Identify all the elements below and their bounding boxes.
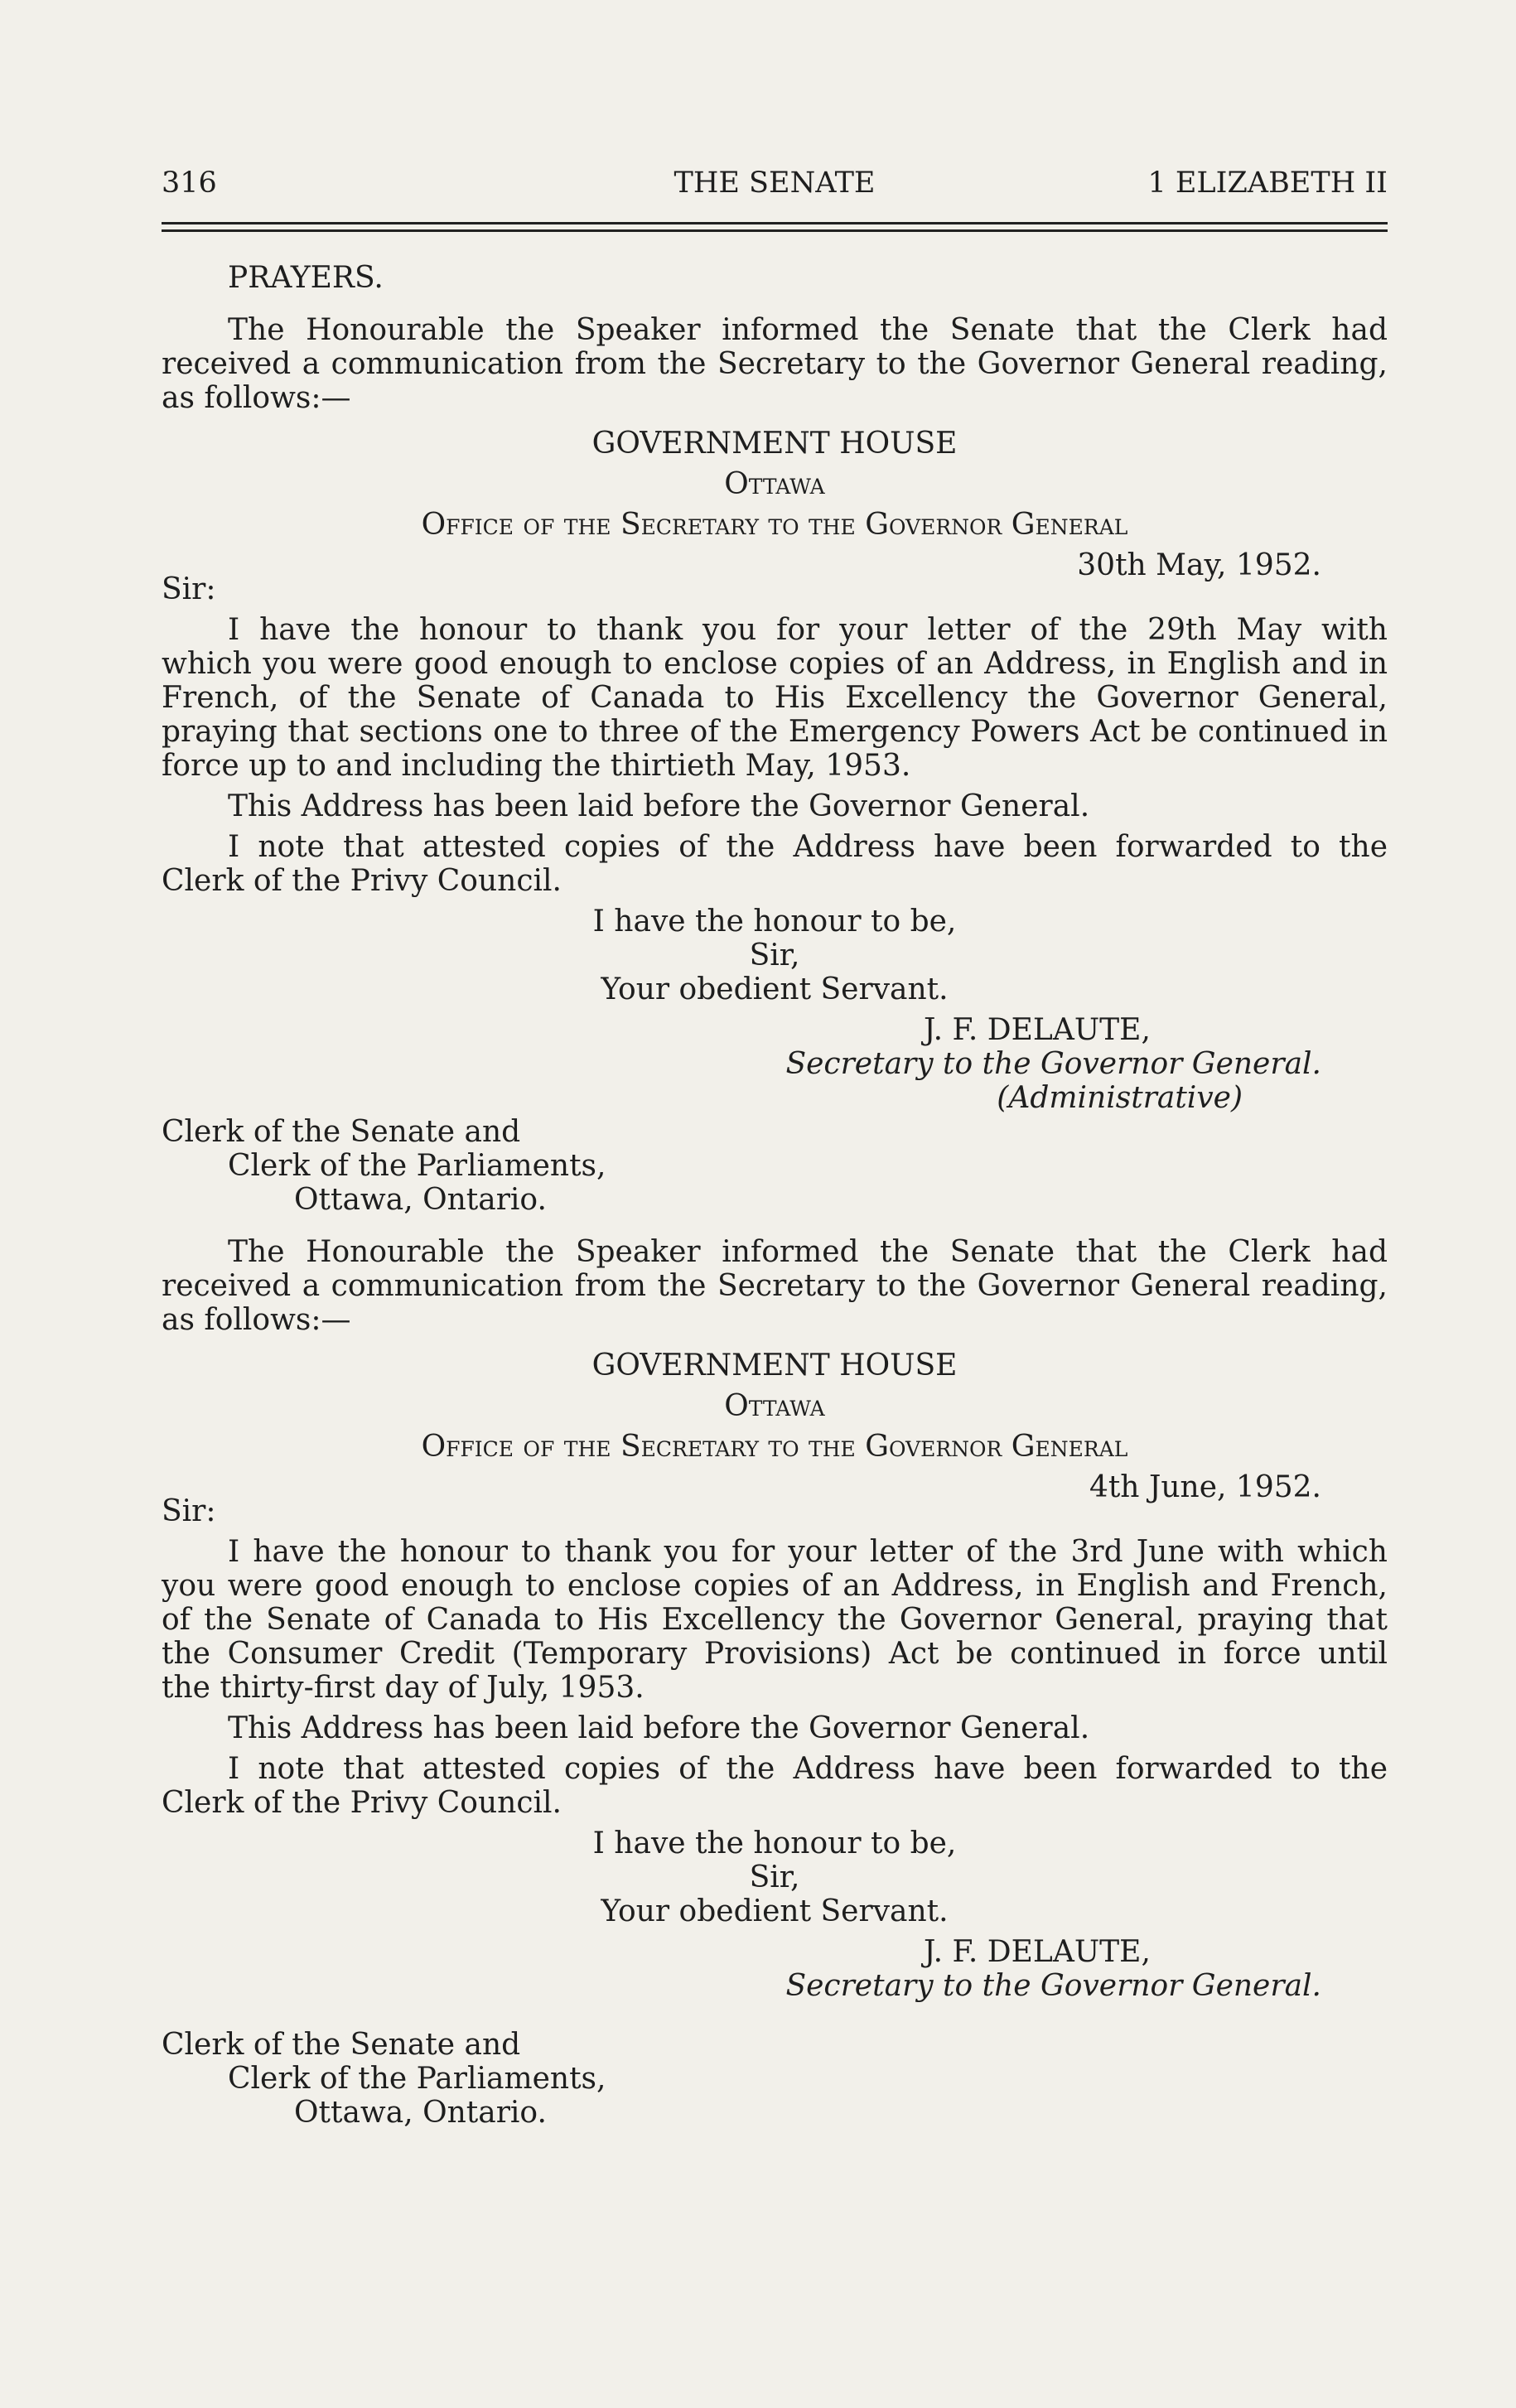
intro-line: as follows:—	[162, 1303, 351, 1337]
letter-note: Clerk of the Privy Council.	[162, 1786, 562, 1820]
communication-1	[162, 313, 1388, 1217]
letter-note: I note that attested copies of the Address have been forwarded to the	[228, 830, 1388, 864]
letter-line: you were good enough to enclose copies of an Address, in English and French,	[162, 1569, 1388, 1603]
letter-line: French, of the Senate of Canada to His Excellency the Governor General,	[162, 681, 1388, 715]
closing-line: Your obedient Servant.	[601, 972, 949, 1006]
signer-title: Secretary to the Governor General.	[785, 1047, 1321, 1081]
signer-name	[162, 1935, 1388, 1969]
address-line: Clerk of the Parliaments,	[228, 1149, 606, 1183]
address-line: Ottawa, Ontario.	[294, 2096, 547, 2130]
closing-line: I have the honour to be,	[592, 905, 957, 939]
signer-note: (Administrative)	[997, 1081, 1243, 1115]
intro-line: The Honourable the Speaker informed the Senate that the Clerk had	[228, 1235, 1388, 1269]
letter-line: the thirty-first day of July, 1953.	[162, 1671, 645, 1705]
letter-note: Clerk of the Privy Council.	[162, 864, 562, 898]
running-header	[162, 162, 1388, 204]
address-line: Ottawa, Ontario.	[294, 1183, 547, 1217]
header-title: THE SENATE	[674, 166, 876, 200]
letter-line: I have the honour to thank you for your letter of the 3rd June with which	[228, 1535, 1388, 1569]
closing-line: Your obedient Servant.	[601, 1894, 949, 1928]
intro-line: received a communication from the Secretary to the Governor General reading,	[162, 347, 1388, 381]
letter-line: of the Senate of Canada to His Excellency the Governor General, praying that	[162, 1603, 1388, 1637]
ottawa-heading: Ottawa	[724, 467, 825, 501]
government-house-heading: GOVERNMENT HOUSE	[591, 427, 958, 461]
signer-title: Secretary to the Governor General.	[785, 1969, 1321, 2003]
salutation: Sir:	[162, 572, 216, 606]
letter-laid: This Address has been laid before the Governor General.	[228, 789, 1090, 823]
letter-date: 4th June, 1952.	[1089, 1470, 1321, 1504]
closing-line: Sir,	[749, 939, 800, 972]
prayers-heading: PRAYERS.	[228, 261, 384, 295]
address-line: Clerk of the Senate and	[162, 1115, 521, 1149]
letter-line: I have the honour to thank you for your letter of the 29th May with	[228, 613, 1388, 647]
signer-name-text: J. F. DELAUTE,	[924, 1935, 1151, 1969]
signer-name-text: J. F. DELAUTE,	[924, 1013, 1151, 1047]
letter-line: which you were good enough to enclose copies of an Address, in English and in	[162, 647, 1388, 681]
address-line: Clerk of the Parliaments,	[228, 2062, 606, 2096]
letter-note: I note that attested copies of the Address have been forwarded to the	[228, 1752, 1388, 1786]
letter-line: force up to and including the thirtieth May, 1953.	[162, 749, 911, 783]
closing-line: I have the honour to be,	[592, 1827, 957, 1860]
letter-line: praying that sections one to three of the Emergency Powers Act be continued in	[162, 715, 1388, 749]
letter-date: 30th May, 1952.	[1077, 548, 1321, 582]
letter-line: the Consumer Credit (Temporary Provisions) Act be continued in force until	[162, 1637, 1388, 1671]
intro-line: received a communication from the Secretary to the Governor General reading,	[162, 1269, 1388, 1303]
ottawa-heading: Ottawa	[724, 1389, 825, 1423]
header-rule-top	[162, 222, 1388, 224]
office-heading: Office of the Secretary to the Governor General	[421, 1430, 1128, 1464]
header-rule-bottom	[162, 229, 1388, 232]
address-line: Clerk of the Senate and	[162, 2028, 521, 2062]
communication-2	[162, 1235, 1388, 2130]
page-body	[162, 261, 1388, 2130]
intro-line: as follows:—	[162, 381, 351, 415]
government-house-heading: GOVERNMENT HOUSE	[591, 1349, 958, 1383]
closing-line: Sir,	[749, 1860, 800, 1894]
signer-name	[162, 1013, 1388, 1047]
office-heading: Office of the Secretary to the Governor General	[421, 508, 1128, 542]
page-number: 316	[162, 166, 217, 200]
letter-laid: This Address has been laid before the Governor General.	[228, 1711, 1090, 1745]
header-session: 1 ELIZABETH II	[1147, 166, 1388, 200]
intro-line: The Honourable the Speaker informed the Senate that the Clerk had	[228, 313, 1388, 347]
salutation: Sir:	[162, 1494, 216, 1528]
